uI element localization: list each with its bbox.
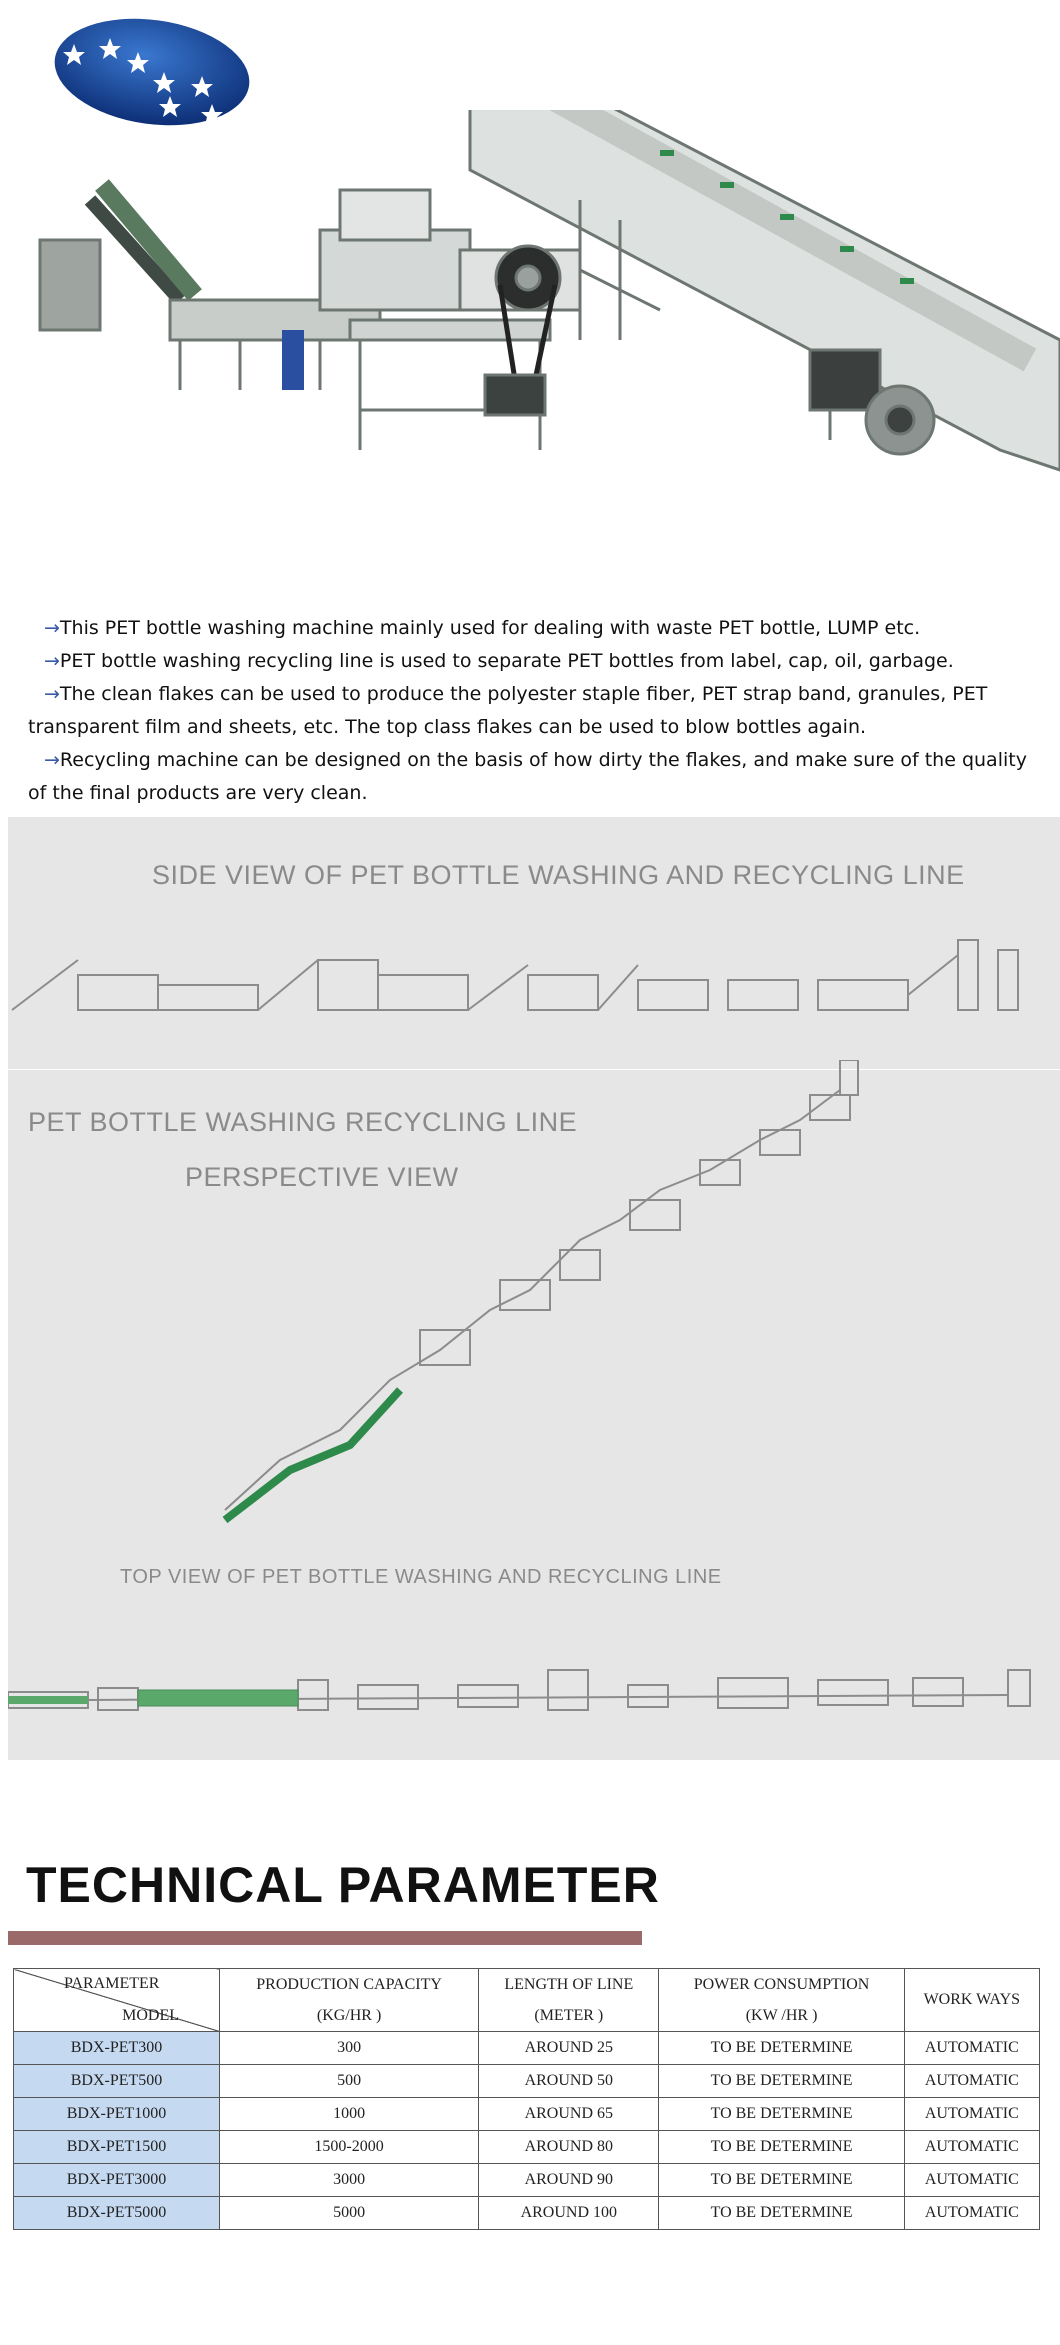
description-item: →PET bottle washing recycling line is used to separate PET bottles from label, cap, oil, garbage. xyxy=(44,650,954,672)
arrow-icon: → xyxy=(44,683,60,705)
top-view-title: TOP VIEW OF PET BOTTLE WASHING AND RECYCLING LINE xyxy=(120,1566,722,1588)
description-item: →Recycling machine can be designed on the basis of how dirty the flakes, and make sure of the quality of the final products are very clean. xyxy=(28,749,1027,804)
top-view-diagram xyxy=(8,1640,1060,1730)
table-row: BDX-PET300 300 AROUND 25 TO BE DETERMINE AUTOMATIC xyxy=(14,2032,1040,2065)
description-list xyxy=(28,612,1028,810)
table-row: BDX-PET5000 5000 AROUND 100 TO BE DETERMINE AUTOMATIC xyxy=(14,2197,1040,2230)
power-header: POWER CONSUMPTION (KW /HR ) xyxy=(659,1969,904,2032)
technical-parameter-title: TECHNICAL PARAMETER xyxy=(26,1857,660,1913)
work-ways-header: WORK WAYS xyxy=(904,1969,1039,2032)
table-row: BDX-PET500 500 AROUND 50 TO BE DETERMINE AUTOMATIC xyxy=(14,2065,1040,2098)
table-header-row xyxy=(14,1969,1040,2032)
perspective-subtitle: PERSPECTIVE VIEW xyxy=(185,1162,459,1192)
arrow-icon: → xyxy=(44,617,60,639)
technical-parameter-table xyxy=(13,1968,1040,2230)
arrow-icon: → xyxy=(44,749,60,771)
table-row: BDX-PET3000 3000 AROUND 90 TO BE DETERMINE AUTOMATIC xyxy=(14,2164,1040,2197)
side-view-diagram xyxy=(8,920,1060,1040)
parameter-model-header: PARAMETER MODEL xyxy=(14,1969,220,2032)
description-item: →This PET bottle washing machine mainly used for dealing with waste PET bottle, LUMP etc. xyxy=(44,617,921,639)
description-item: →The clean flakes can be used to produce the polyester staple fiber, PET strap band, granules, PET transparent film and sheets, etc. The top class flakes can be used to blow bottles again. xyxy=(28,683,988,738)
length-header: LENGTH OF LINE (METER ) xyxy=(479,1969,659,2032)
capacity-header: PRODUCTION CAPACITY (KG/HR ) xyxy=(220,1969,479,2032)
side-view-title: SIDE VIEW OF PET BOTTLE WASHING AND RECYCLING LINE xyxy=(152,860,965,890)
arrow-icon: → xyxy=(44,650,60,672)
title-divider xyxy=(8,1931,642,1945)
perspective-view-diagram xyxy=(200,1060,900,1530)
table-row: BDX-PET1000 1000 AROUND 65 TO BE DETERMINE AUTOMATIC xyxy=(14,2098,1040,2131)
table-row: BDX-PET1500 1500-2000 AROUND 80 TO BE DETERMINE AUTOMATIC xyxy=(14,2131,1040,2164)
perspective-title: PET BOTTLE WASHING RECYCLING LINE xyxy=(28,1107,578,1137)
